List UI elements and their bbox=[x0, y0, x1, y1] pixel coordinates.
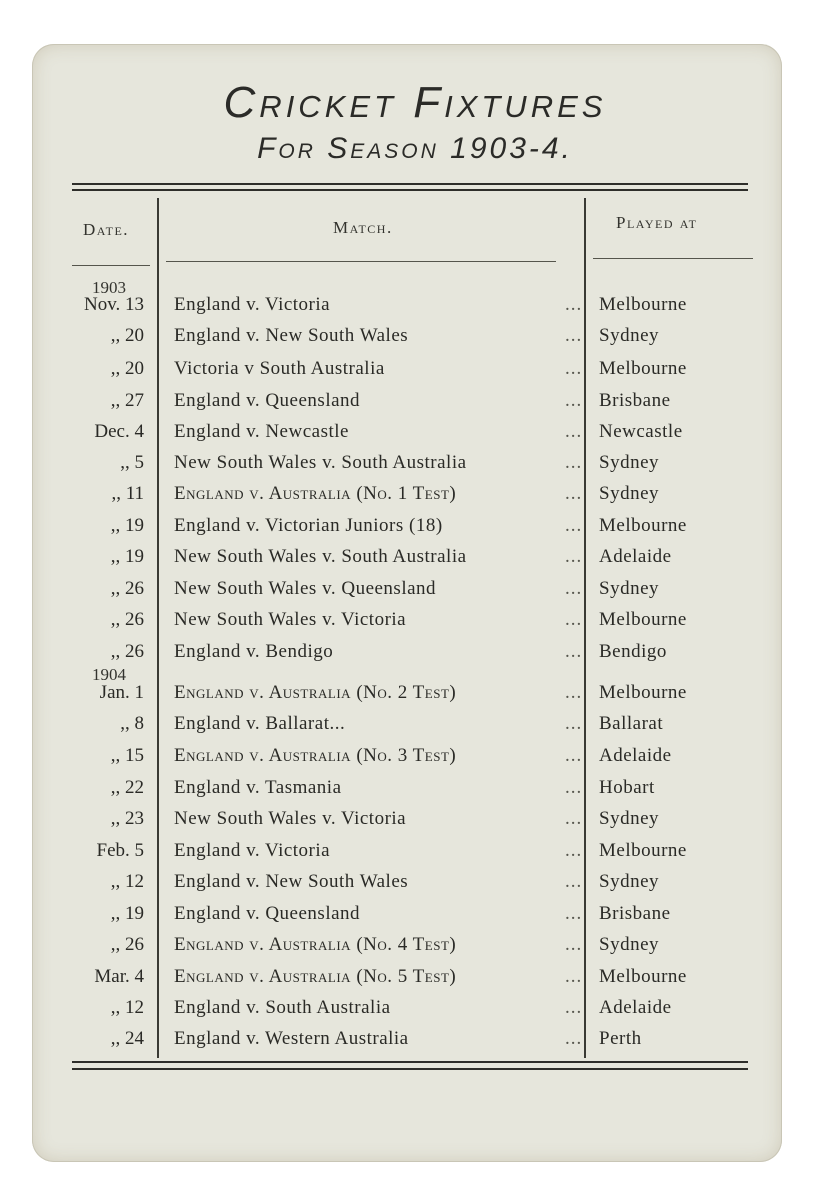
fixture-date: ,, 26 bbox=[110, 641, 144, 662]
fixture-date: ,, 19 bbox=[110, 515, 144, 536]
fixture-venue: Sydney bbox=[599, 934, 659, 955]
leader-dots: ... bbox=[565, 578, 583, 599]
fixture-venue: Bendigo bbox=[599, 641, 667, 662]
fixture-match: England v. Tasmania bbox=[174, 777, 342, 798]
leader-dots: ... bbox=[565, 515, 583, 536]
leader-dots: ... bbox=[565, 997, 583, 1018]
card-subtitle: For Season 1903-4. bbox=[257, 132, 573, 165]
fixture-row bbox=[0, 483, 830, 514]
fixture-venue: Melbourne bbox=[599, 609, 687, 630]
fixture-date: ,, 12 bbox=[110, 997, 144, 1018]
fixture-date: ,, 22 bbox=[110, 777, 144, 798]
fixture-venue: Sydney bbox=[599, 578, 659, 599]
top-rule bbox=[72, 189, 748, 191]
header-venue: Played at bbox=[616, 213, 698, 232]
leader-dots: ... bbox=[565, 1028, 583, 1049]
leader-dots: ... bbox=[565, 840, 583, 861]
leader-dots: ... bbox=[565, 325, 583, 346]
fixture-row bbox=[0, 546, 830, 577]
fixture-venue: Adelaide bbox=[599, 546, 672, 567]
leader-dots: ... bbox=[565, 641, 583, 662]
fixture-venue: Melbourne bbox=[599, 294, 687, 315]
fixture-row bbox=[0, 777, 830, 808]
fixture-venue: Adelaide bbox=[599, 997, 672, 1018]
year-marker: 1904 bbox=[92, 665, 126, 684]
fixture-match: New South Wales v. Queensland bbox=[174, 578, 437, 599]
fixture-match: England v. Australia (No. 1 Test) bbox=[174, 483, 457, 504]
fixture-date: ,, 26 bbox=[110, 609, 144, 630]
leader-dots: ... bbox=[565, 358, 583, 379]
fixture-match: England v. Australia (No. 5 Test) bbox=[174, 966, 457, 987]
leader-dots: ... bbox=[565, 609, 583, 630]
fixture-date: Mar. 4 bbox=[94, 966, 144, 987]
fixture-match: England v. Victoria bbox=[174, 294, 331, 315]
fixture-date: ,, 19 bbox=[110, 903, 144, 924]
fixture-match: New South Wales v. Victoria bbox=[174, 609, 407, 630]
bottom-rule bbox=[72, 1068, 748, 1070]
fixture-venue: Melbourne bbox=[599, 358, 687, 379]
leader-dots: ... bbox=[565, 777, 583, 798]
fixture-venue: Adelaide bbox=[599, 745, 672, 766]
fixture-match: England v. Bendigo bbox=[174, 641, 334, 662]
leader-dots: ... bbox=[565, 808, 583, 829]
fixture-date: ,, 15 bbox=[110, 745, 144, 766]
fixture-venue: Melbourne bbox=[599, 515, 687, 536]
fixture-date: ,, 12 bbox=[110, 871, 144, 892]
fixture-row bbox=[0, 358, 830, 389]
fixture-match: New South Wales v. South Australia bbox=[174, 546, 467, 567]
fixture-date: Dec. 4 bbox=[94, 421, 144, 442]
fixture-match: England v. Australia (No. 3 Test) bbox=[174, 745, 457, 766]
leader-dots: ... bbox=[565, 713, 583, 734]
fixture-venue: Newcastle bbox=[599, 421, 683, 442]
fixture-match: England v. Australia (No. 4 Test) bbox=[174, 934, 457, 955]
fixture-date: ,, 5 bbox=[120, 452, 144, 473]
top-rule bbox=[72, 183, 748, 185]
fixture-date: ,, 8 bbox=[120, 713, 144, 734]
fixture-row bbox=[0, 682, 830, 713]
leader-dots: ... bbox=[565, 903, 583, 924]
fixture-row bbox=[0, 966, 830, 997]
fixture-venue: Sydney bbox=[599, 452, 659, 473]
fixture-row bbox=[0, 808, 830, 839]
fixture-match: England v. Western Australia bbox=[174, 1028, 409, 1049]
fixture-venue: Ballarat bbox=[599, 713, 664, 734]
fixture-row bbox=[0, 934, 830, 965]
bottom-rule bbox=[72, 1061, 748, 1063]
fixture-venue: Sydney bbox=[599, 483, 659, 504]
fixture-row bbox=[0, 578, 830, 609]
leader-dots: ... bbox=[565, 546, 583, 567]
fixture-date: ,, 19 bbox=[110, 546, 144, 567]
fixture-row bbox=[0, 713, 830, 744]
fixture-date: ,, 20 bbox=[110, 358, 144, 379]
fixture-date: Feb. 5 bbox=[96, 840, 144, 861]
header-underline bbox=[72, 265, 150, 266]
header-underline bbox=[593, 258, 753, 259]
fixture-match: England v. New South Wales bbox=[174, 325, 409, 346]
fixture-venue: Hobart bbox=[599, 777, 655, 798]
fixture-match: New South Wales v. South Australia bbox=[174, 452, 467, 473]
leader-dots: ... bbox=[565, 682, 583, 703]
fixture-row bbox=[0, 390, 830, 421]
fixture-venue: Sydney bbox=[599, 325, 659, 346]
fixture-match: England v. Ballarat... bbox=[174, 713, 346, 734]
leader-dots: ... bbox=[565, 966, 583, 987]
fixture-match: England v. Australia (No. 2 Test) bbox=[174, 682, 457, 703]
fixture-match: England v. Newcastle bbox=[174, 421, 349, 442]
fixture-date: ,, 26 bbox=[110, 578, 144, 599]
leader-dots: ... bbox=[565, 745, 583, 766]
leader-dots: ... bbox=[565, 934, 583, 955]
fixture-row bbox=[0, 745, 830, 776]
fixture-venue: Brisbane bbox=[599, 390, 671, 411]
fixture-row bbox=[0, 997, 830, 1028]
fixture-match: England v. Queensland bbox=[174, 390, 361, 411]
fixture-venue: Melbourne bbox=[599, 682, 687, 703]
header-match: Match. bbox=[333, 218, 393, 237]
fixture-match: England v. Queensland bbox=[174, 903, 361, 924]
leader-dots: ... bbox=[565, 294, 583, 315]
fixture-match: England v. Victoria bbox=[174, 840, 331, 861]
card-title: Cricket Fixtures bbox=[223, 78, 607, 127]
fixture-row bbox=[0, 609, 830, 640]
fixture-date: ,, 23 bbox=[110, 808, 144, 829]
fixture-row bbox=[0, 903, 830, 934]
year-marker: 1903 bbox=[92, 278, 126, 297]
fixture-date: ,, 20 bbox=[110, 325, 144, 346]
fixture-date: ,, 24 bbox=[110, 1028, 144, 1049]
fixture-row bbox=[0, 1028, 830, 1059]
header-date: Date. bbox=[83, 220, 130, 239]
fixture-venue: Melbourne bbox=[599, 840, 687, 861]
fixture-row bbox=[0, 325, 830, 356]
leader-dots: ... bbox=[565, 871, 583, 892]
fixture-date: Nov. 13 bbox=[84, 294, 144, 315]
fixture-match: New South Wales v. Victoria bbox=[174, 808, 407, 829]
fixture-venue: Brisbane bbox=[599, 903, 671, 924]
fixture-row bbox=[0, 515, 830, 546]
fixture-date: ,, 11 bbox=[111, 483, 144, 504]
fixture-venue: Melbourne bbox=[599, 966, 687, 987]
leader-dots: ... bbox=[565, 390, 583, 411]
fixture-row bbox=[0, 452, 830, 483]
leader-dots: ... bbox=[565, 483, 583, 504]
fixture-row bbox=[0, 641, 830, 672]
fixture-match: Victoria v South Australia bbox=[174, 358, 385, 379]
fixture-match: England v. Victorian Juniors (18) bbox=[174, 515, 443, 536]
fixture-date: ,, 26 bbox=[110, 934, 144, 955]
leader-dots: ... bbox=[565, 421, 583, 442]
fixture-match: England v. South Australia bbox=[174, 997, 391, 1018]
leader-dots: ... bbox=[565, 452, 583, 473]
fixture-row bbox=[0, 871, 830, 902]
fixture-row bbox=[0, 421, 830, 452]
header-underline bbox=[166, 261, 556, 262]
fixture-row bbox=[0, 840, 830, 871]
fixture-date: ,, 27 bbox=[110, 390, 144, 411]
fixture-venue: Perth bbox=[599, 1028, 642, 1049]
fixture-row bbox=[0, 294, 830, 325]
fixture-date: Jan. 1 bbox=[99, 682, 144, 703]
fixture-venue: Sydney bbox=[599, 808, 659, 829]
fixture-venue: Sydney bbox=[599, 871, 659, 892]
fixture-match: England v. New South Wales bbox=[174, 871, 409, 892]
